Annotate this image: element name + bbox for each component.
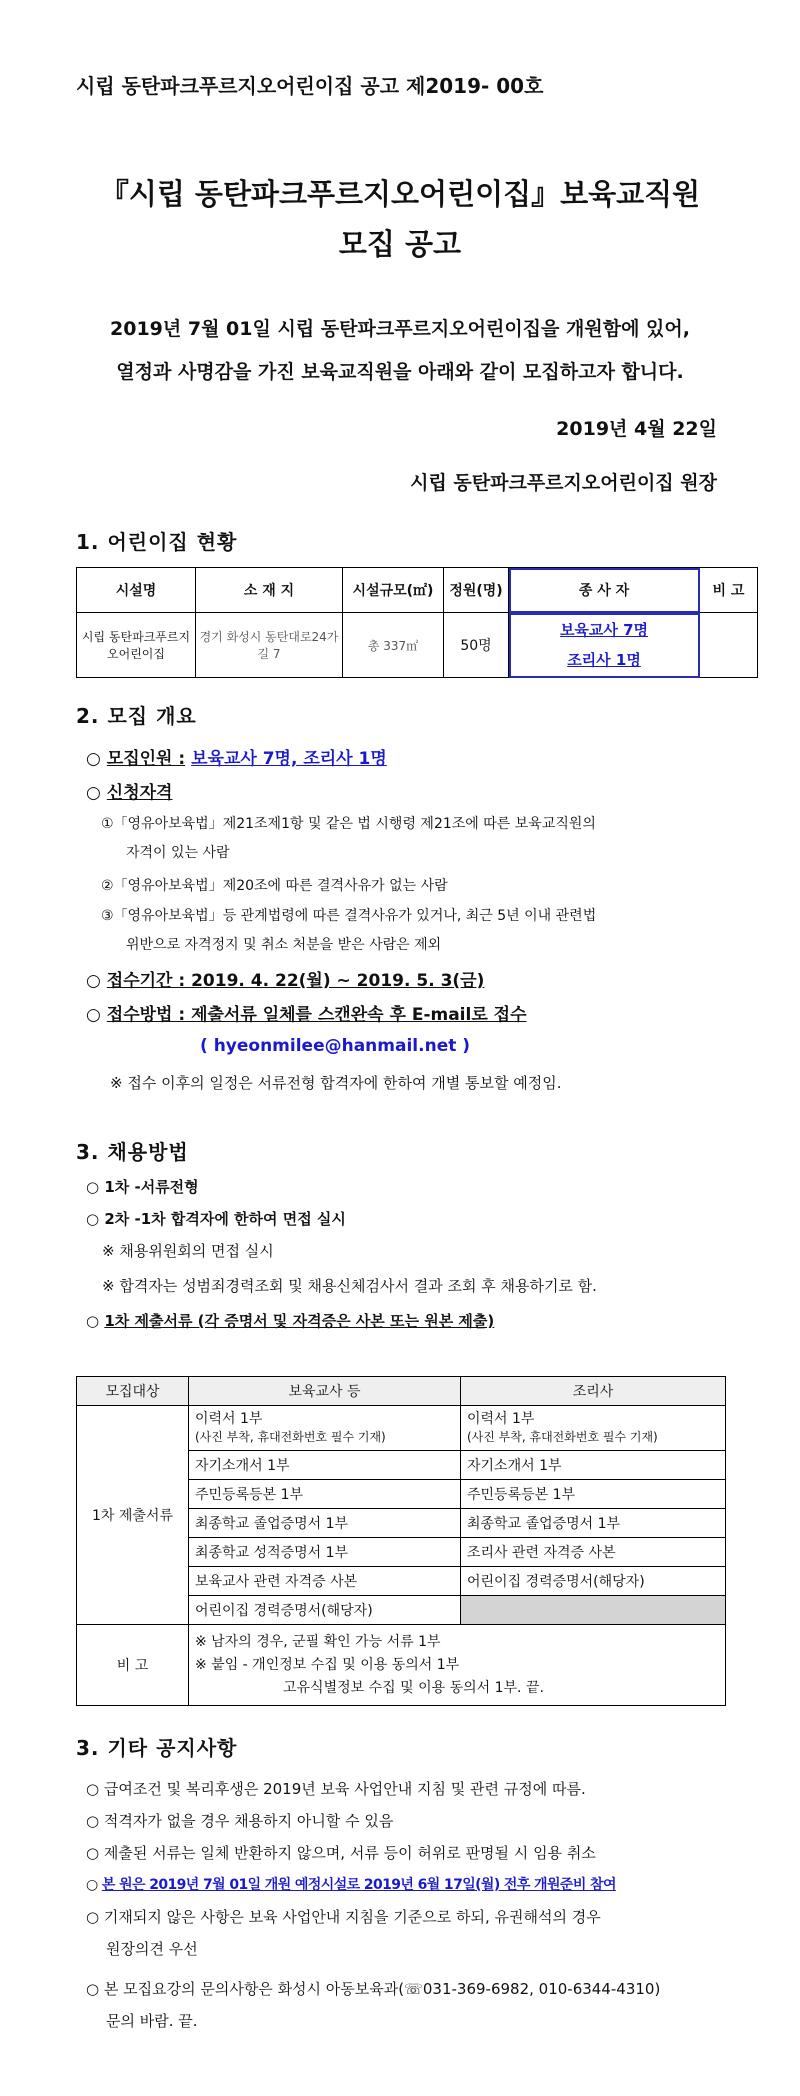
remark-1: ※ 남자의 경우, 군필 확인 가능 서류 1부: [195, 1633, 441, 1650]
cook-doc-resume-note: (사진 부착, 휴대전화번호 필수 기재): [467, 1430, 658, 1444]
contact-email[interactable]: ( hyeonmilee@hanmail.net ): [200, 1036, 471, 1056]
cook-doc-2: 자기소개서 1부: [461, 1451, 726, 1480]
bullet: ○: [86, 1844, 100, 1862]
stage-2: 2차 -1차 합격자에 한하여 면접 실시: [104, 1210, 346, 1228]
th-teacher: 보육교사 등: [189, 1377, 461, 1406]
recruit-label: 모집인원 :: [106, 749, 186, 769]
schedule-note: ※ 접수 이후의 일정은 서류전형 합격자에 한하여 개별 통보할 예정임.: [110, 1074, 562, 1092]
other-notice-2: [86, 1810, 393, 1831]
bullet: ○: [86, 971, 101, 991]
remark-3: 고유식별정보 수집 및 이용 동의서 1부. 끝.: [283, 1679, 544, 1696]
remark-cell: [189, 1625, 726, 1706]
qual-label: 신청자격: [106, 783, 173, 803]
th-note: 비 고: [700, 568, 758, 613]
section-heading-status: 1. 어린이집 현황: [76, 530, 238, 554]
docs-line: [86, 1310, 494, 1331]
qualification-1-cont: 자격이 있는 사람: [126, 845, 230, 861]
other-notice-6-cont: 문의 바람. 끝.: [106, 2012, 198, 2030]
remark-label: 비 고: [77, 1625, 189, 1706]
teacher-doc-5: 최종학교 성적증명서 1부: [189, 1538, 461, 1567]
th-target: 모집대상: [77, 1377, 189, 1406]
cook-doc-5: 조리사 관련 자격증 사본: [461, 1538, 726, 1567]
qualification-1: ①「영유아보육법」제21조제1항 및 같은 법 시행령 제21조에 따른 보육교직원의: [101, 816, 596, 832]
bullet: ○: [86, 1005, 101, 1025]
other-notice-6: [86, 1978, 660, 1999]
qualification-3-cont: 위반으로 자격정지 및 취소 처분을 받은 사람은 제외: [126, 937, 442, 953]
cell-capacity: 50명: [444, 613, 509, 678]
other-notice-5-text: 기재되지 않은 사항은 보육 사업안내 지침을 기준으로 하되, 유권해석의 경우: [103, 1908, 601, 1926]
th-name: 시설명: [77, 568, 196, 613]
cook-doc-3: 주민등록등본 1부: [461, 1480, 726, 1509]
staff-cook: 조리사 1명: [567, 651, 641, 669]
intro-line-1: 2019년 7월 01일 시립 동탄파크푸르지오어린이집을 개원함에 있어,: [110, 318, 690, 340]
th-capacity: 정원(명): [444, 568, 509, 613]
interview-note: ※ 채용위원회의 면접 실시: [102, 1242, 274, 1260]
other-notice-3: [86, 1842, 596, 1863]
page-title-sub: 모집 공고: [338, 227, 462, 261]
application-period: 접수기간 : 2019. 4. 22(월) ~ 2019. 5. 3(금): [106, 971, 485, 991]
intro-line-2: 열정과 사명감을 가진 보육교직원을 아래와 같이 모집하고자 합니다.: [116, 361, 684, 383]
application-method: 접수방법 : 제출서류 일체를 스캔완속 후 E-mail로 접수: [106, 1005, 527, 1025]
qualification-2: ②「영유아보육법」제20조에 따른 결격사유가 없는 사람: [101, 878, 448, 894]
section-heading-other: 3. 기타 공지사항: [76, 1736, 238, 1760]
cell-staff: [509, 613, 700, 678]
bullet: ○: [86, 1178, 100, 1196]
notice-number: 시립 동탄파크푸르지오어린이집 공고 제2019- 00호: [76, 74, 544, 98]
stage-1: 1차 -서류전형: [104, 1178, 199, 1196]
cell-address: 경기 화성시 동탄대로24가길 7: [196, 613, 343, 678]
th-cook: 조리사: [461, 1377, 726, 1406]
section-heading-method: 3. 채용방법: [76, 1140, 189, 1164]
bullet: ○: [86, 1877, 98, 1893]
cell-note: [700, 613, 758, 678]
facility-table: [76, 567, 758, 678]
other-notice-5-cont: 원장의견 우선: [106, 1940, 198, 1958]
cook-doc-6: 어린이집 경력증명서(해당자): [461, 1567, 726, 1596]
qualification-3: ③「영유아보육법」등 관계법령에 따른 결격사유가 있거나, 최근 5년 이내 관련법: [101, 908, 597, 924]
bullet: ○: [86, 1780, 100, 1798]
other-notice-3-text: 제출된 서류는 일체 반환하지 않으며, 서류 등이 허위로 판명될 시 임용 취소: [103, 1844, 596, 1862]
teacher-doc-1: [189, 1406, 461, 1451]
qual-line: [86, 778, 172, 803]
documents-table: [76, 1376, 726, 1706]
other-notice-6-text: 본 모집요강의 문의사항은 화성시 아동보육과(☏031-369-6982, 010-6344-4310): [103, 1980, 661, 1998]
docs-title: 1차 제출서류 (각 증명서 및 자격증은 사본 또는 원본 제출): [104, 1312, 495, 1330]
cook-doc-empty: [461, 1596, 726, 1625]
other-notice-5: [86, 1906, 601, 1927]
other-notice-4-text: 본 원은 2019년 7월 01일 개원 예정시설로 2019년 6월 17일(월) 전후 개원준비 참여: [101, 1877, 616, 1893]
cook-doc-4: 최종학교 졸업증명서 1부: [461, 1509, 726, 1538]
other-notice-1-text: 급여조건 및 복리후생은 2019년 보육 사업안내 지침 및 관련 규정에 따름.: [103, 1780, 586, 1798]
teacher-doc-3: 주민등록등본 1부: [189, 1480, 461, 1509]
cell-name: 시립 동탄파크푸르지오어린이집: [77, 613, 196, 678]
row-label: 1차 제출서류: [77, 1406, 189, 1625]
notice-date: 2019년 4월 22일: [556, 418, 717, 440]
period-line: [86, 966, 484, 991]
bullet: ○: [86, 783, 101, 803]
other-notice-1: [86, 1778, 586, 1799]
teacher-doc-2: 자기소개서 1부: [189, 1451, 461, 1480]
teacher-doc-resume-note: (사진 부착, 휴대전화번호 필수 기재): [195, 1430, 386, 1444]
teacher-doc-resume: 이력서 1부: [195, 1411, 263, 1427]
recruit-line: [86, 744, 387, 769]
th-address: 소 재 지: [196, 568, 343, 613]
staff-teacher: 보육교사 7명: [559, 621, 649, 639]
hiring-note: ※ 합격자는 성범죄경력조회 및 채용신체검사서 결과 조회 후 채용하기로 함.: [102, 1277, 597, 1295]
th-size: 시설규모(㎡): [343, 568, 444, 613]
teacher-doc-4: 최종학교 졸업증명서 1부: [189, 1509, 461, 1538]
bullet: ○: [86, 1812, 100, 1830]
director-signature: 시립 동탄파크푸르지오어린이집 원장: [410, 472, 717, 494]
teacher-doc-6: 보육교사 관련 자격증 사본: [189, 1567, 461, 1596]
teacher-doc-7: 어린이집 경력증명서(해당자): [189, 1596, 461, 1625]
th-staff: 종 사 자: [509, 568, 700, 613]
other-notice-2-text: 적격자가 없을 경우 채용하지 아니할 수 있음: [103, 1812, 394, 1830]
stage-1-line: [86, 1176, 199, 1197]
method-line: [86, 1000, 527, 1025]
recruit-value: 보육교사 7명, 조리사 1명: [191, 749, 387, 769]
bullet: ○: [86, 1312, 100, 1330]
bullet: ○: [86, 1908, 100, 1926]
cook-doc-1: [461, 1406, 726, 1451]
bullet: ○: [86, 1210, 100, 1228]
stage-2-line: [86, 1208, 346, 1229]
cell-size: 총 337㎡: [343, 613, 444, 678]
remark-2: ※ 붙임 - 개인정보 수집 및 이용 동의서 1부: [195, 1656, 460, 1673]
page-title: 『시립 동탄파크푸르지오어린이집』보육교직원: [99, 177, 701, 211]
bullet: ○: [86, 1980, 100, 1998]
bullet: ○: [86, 749, 101, 769]
section-heading-overview: 2. 모집 개요: [76, 704, 197, 728]
other-notice-4: [86, 1874, 616, 1894]
cook-doc-resume: 이력서 1부: [467, 1411, 535, 1427]
